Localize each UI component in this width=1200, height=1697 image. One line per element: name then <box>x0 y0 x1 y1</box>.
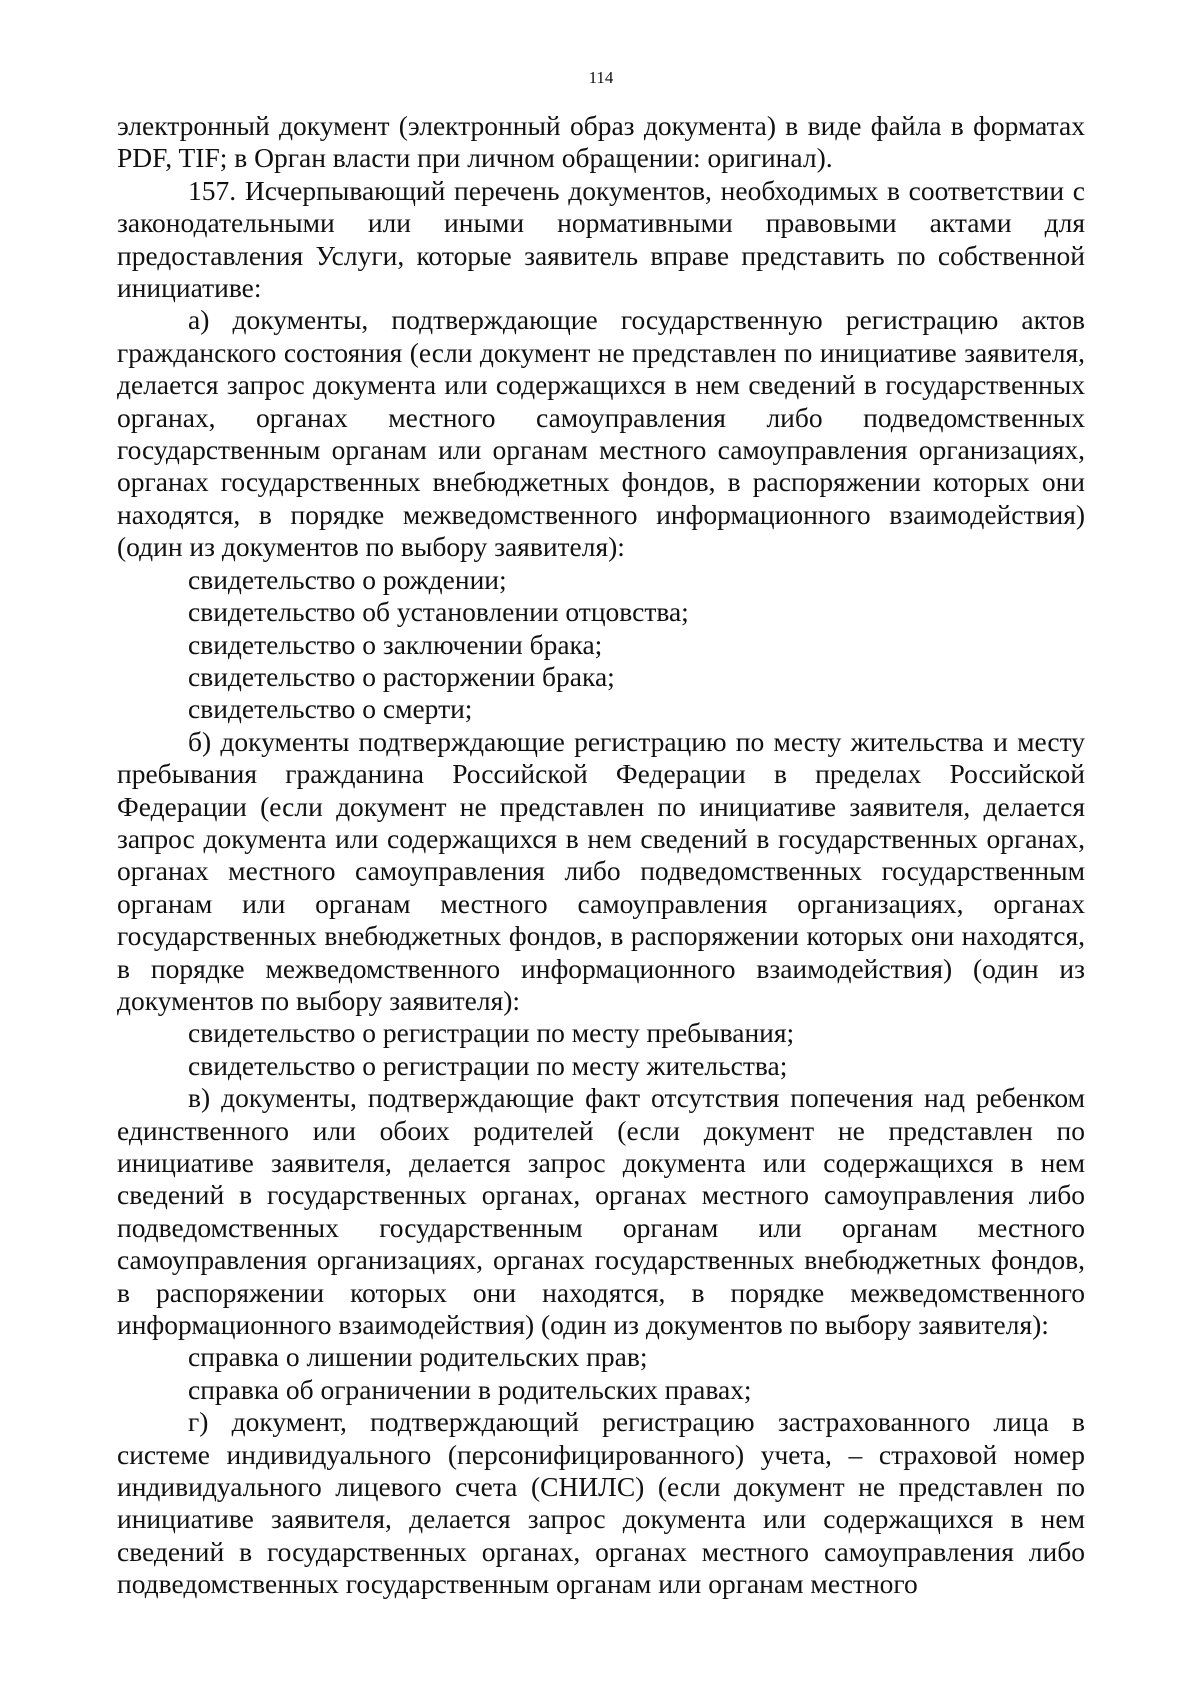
page-number: 114 <box>588 68 614 87</box>
list-item: свидетельство о заключении брака; <box>188 628 603 660</box>
document-page <box>117 68 1085 1601</box>
paragraph-157: 157. Исчерпывающий перечень документов, необходимых в соответствии с законодательными или иными нормативными правовыми актами для предоставления Услуги, которые заявитель вправе представить по собственной инициативе: <box>117 174 1085 304</box>
document-body <box>117 110 1085 1601</box>
paragraph: электронный документ (электронный образ документа) в виде файла в форматах PDF, TIF; в Орган власти при личном обращении: оригинал). <box>117 110 1085 174</box>
list-item: свидетельство о регистрации по месту жительства; <box>188 1049 788 1081</box>
paragraph-v: в) документы, подтверждающие факт отсутствия попечения над ребенком единственного или обоих родителей (если документ не представлен по инициативе заявителя, делается запрос документа или содержащихся в нем сведений в государственных органах, органах местного самоуправления либо подведомственных государственным органам или органам местного самоуправления организациях, органах государственных внебюджетных фондов, в распоряжении которых они находятся, в порядке межведомственного информационного взаимодействия) (один из документов по выбору заявителя): <box>117 1082 1085 1341</box>
list-item: свидетельство о регистрации по месту пребывания; <box>188 1017 795 1049</box>
list-item: справка о лишении родительских прав; <box>188 1341 648 1373</box>
paragraph-g: г) документ, подтверждающий регистрацию застрахованного лица в системе индивидуального (персонифицированного) учета, – страховой номер индивидуального лицевого счета (СНИЛС) (если документ не представлен по инициативе заявителя, делается запрос документа или содержащихся в нем сведений в государственных органах, органах местного самоуправления либо подведомственных государственным органам или органам местного <box>117 1406 1085 1600</box>
paragraph-a: а) документы, подтверждающие государственную регистрацию актов гражданского состояния (если документ не представлен по инициативе заявителя, делается запрос документа или содержащихся в нем сведений в государственных органах, органах местного самоуправления либо подведомственных государственным органам или органам местного самоуправления организациях, органах государственных внебюджетных фондов, в распоряжении которых они находятся, в порядке межведомственного информационного взаимодействия) (один из документов по выбору заявителя): <box>117 304 1085 563</box>
list-item: справка об ограничении в родительских правах; <box>188 1373 752 1405</box>
list-item: свидетельство о рождении; <box>188 563 507 595</box>
list-item: свидетельство об установлении отцовства; <box>188 596 689 628</box>
list-item: свидетельство о смерти; <box>188 693 473 725</box>
list-item: свидетельство о расторжении брака; <box>188 660 615 692</box>
paragraph-b: б) документы подтверждающие регистрацию по месту жительства и месту пребывания гражданина Российской Федерации в пределах Российской Федерации (если документ не представлен по инициативе заявителя, делается запрос документа или содержащихся в нем сведений в государственных органах, органах местного самоуправления либо подведомственных государственным органам или органам местного самоуправления организациях, органах государственных внебюджетных фондов, в распоряжении которых они находятся, в порядке межведомственного информационного взаимодействия) (один из документов по выбору заявителя): <box>117 725 1085 1016</box>
